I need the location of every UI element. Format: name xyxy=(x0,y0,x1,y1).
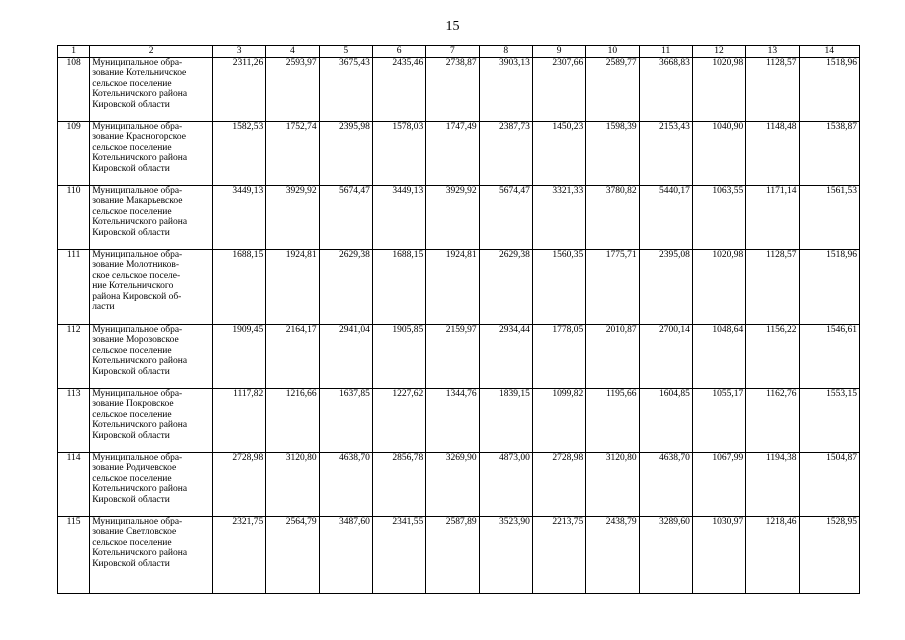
value-cell-col-9: 2213,75 xyxy=(532,516,585,593)
municipality-name-line: Муниципальное обра- xyxy=(92,324,183,335)
value-cell-col-8: 4873,00 xyxy=(479,452,532,516)
value-cell-col-8: 5674,47 xyxy=(479,185,532,249)
page-number: 15 xyxy=(445,19,460,34)
municipality-name xyxy=(90,516,213,593)
municipality-name-line: зование Светловское xyxy=(92,527,177,537)
value-cell-col-3: 1688,15 xyxy=(212,249,265,324)
value-cell-col-5: 5674,47 xyxy=(319,185,372,249)
value-cell-col-4: 3120,80 xyxy=(266,452,319,516)
value-cell-col-7: 1747,49 xyxy=(426,121,479,185)
value-cell-col-3: 1117,82 xyxy=(212,388,265,452)
value-cell-col-14: 1504,87 xyxy=(799,452,859,516)
table-row xyxy=(58,121,860,185)
value-cell-col-6: 1227,62 xyxy=(372,388,425,452)
value-cell-col-14: 1528,95 xyxy=(799,516,859,593)
table-body xyxy=(58,57,860,593)
row-number: 109 xyxy=(58,121,90,185)
municipality-name xyxy=(90,185,213,249)
value-cell-col-8: 3523,90 xyxy=(479,516,532,593)
column-header-7: 7 xyxy=(426,46,479,58)
value-cell-col-10: 2010,87 xyxy=(586,324,639,388)
value-cell-col-13: 1128,57 xyxy=(746,249,799,324)
value-cell-col-5: 3487,60 xyxy=(319,516,372,593)
value-cell-col-8: 2629,38 xyxy=(479,249,532,324)
value-cell-col-6: 2435,46 xyxy=(372,57,425,121)
value-cell-col-12: 1063,55 xyxy=(692,185,745,249)
value-cell-col-9: 1099,82 xyxy=(532,388,585,452)
value-cell-col-10: 1598,39 xyxy=(586,121,639,185)
municipality-name-line: зование Родичевское xyxy=(92,463,177,473)
table-row xyxy=(58,452,860,516)
municipality-name-line: ское сельское поселе- xyxy=(92,270,181,281)
municipality-name xyxy=(90,57,213,121)
value-cell-col-6: 1905,85 xyxy=(372,324,425,388)
value-cell-col-10: 1195,66 xyxy=(586,388,639,452)
municipality-name-line: сельское поселение xyxy=(92,142,172,153)
municipality-name-line: Кировской области xyxy=(92,366,170,377)
value-cell-col-13: 1148,48 xyxy=(746,121,799,185)
column-header-11: 11 xyxy=(639,46,692,58)
value-cell-col-4: 1216,66 xyxy=(266,388,319,452)
value-cell-col-12: 1055,17 xyxy=(692,388,745,452)
value-cell-col-3: 3449,13 xyxy=(212,185,265,249)
column-header-8: 8 xyxy=(479,46,532,58)
row-number: 114 xyxy=(58,452,90,516)
table-row xyxy=(58,185,860,249)
value-cell-col-7: 3269,90 xyxy=(426,452,479,516)
municipality-name-line: района Кировской об- xyxy=(92,291,182,302)
municipality-name-line: Муниципальное обра- xyxy=(92,388,183,399)
municipality-name-line: ние Котельничского xyxy=(92,281,174,291)
value-cell-col-4: 2593,97 xyxy=(266,57,319,121)
value-cell-col-14: 1538,87 xyxy=(799,121,859,185)
municipality-name-line: сельское поселение xyxy=(92,409,172,420)
value-cell-col-6: 3449,13 xyxy=(372,185,425,249)
municipality-name-line: Кировской области xyxy=(92,430,170,441)
value-cell-col-9: 1560,35 xyxy=(532,249,585,324)
municipality-name-line: Котельничского района xyxy=(92,217,188,227)
value-cell-col-13: 1194,38 xyxy=(746,452,799,516)
municipality-name-line: зование Покровское xyxy=(92,399,174,409)
municipality-name-line: Котельничского района xyxy=(92,484,188,494)
value-cell-col-3: 1909,45 xyxy=(212,324,265,388)
value-cell-col-5: 2629,38 xyxy=(319,249,372,324)
value-cell-col-11: 1604,85 xyxy=(639,388,692,452)
municipality-name-line: Кировской области xyxy=(92,558,170,569)
value-cell-col-9: 2728,98 xyxy=(532,452,585,516)
value-cell-col-9: 2307,66 xyxy=(532,57,585,121)
value-cell-col-3: 2321,75 xyxy=(212,516,265,593)
municipality-name-line: Муниципальное обра- xyxy=(92,516,183,527)
value-cell-col-7: 2587,89 xyxy=(426,516,479,593)
value-cell-col-3: 2311,26 xyxy=(212,57,265,121)
value-cell-col-14: 1553,15 xyxy=(799,388,859,452)
municipality-name-line: Котельничского района xyxy=(92,548,188,558)
value-cell-col-6: 2856,78 xyxy=(372,452,425,516)
municipality-name-line: сельское поселение xyxy=(92,537,172,548)
table-row xyxy=(58,388,860,452)
municipality-name-line: сельское поселение xyxy=(92,345,172,356)
municipality-name xyxy=(90,249,213,324)
municipality-name xyxy=(90,388,213,452)
value-cell-col-5: 1637,85 xyxy=(319,388,372,452)
value-cell-col-3: 2728,98 xyxy=(212,452,265,516)
municipality-name xyxy=(90,452,213,516)
value-cell-col-4: 3929,92 xyxy=(266,185,319,249)
header-row xyxy=(58,46,860,58)
value-cell-col-13: 1171,14 xyxy=(746,185,799,249)
value-cell-col-9: 1450,23 xyxy=(532,121,585,185)
row-number: 112 xyxy=(58,324,90,388)
value-cell-col-8: 2934,44 xyxy=(479,324,532,388)
column-header-10: 10 xyxy=(586,46,639,58)
value-cell-col-6: 1578,03 xyxy=(372,121,425,185)
municipality-name-line: Муниципальное обра- xyxy=(92,452,183,463)
municipality-name-line: Кировской области xyxy=(92,99,170,110)
value-cell-col-14: 1561,53 xyxy=(799,185,859,249)
column-header-5: 5 xyxy=(319,46,372,58)
value-cell-col-11: 2395,08 xyxy=(639,249,692,324)
municipality-name-line: зование Котельничское xyxy=(92,68,187,78)
value-cell-col-10: 2589,77 xyxy=(586,57,639,121)
value-cell-col-11: 2153,43 xyxy=(639,121,692,185)
data-table xyxy=(57,45,860,594)
value-cell-col-11: 3668,83 xyxy=(639,57,692,121)
column-header-2: 2 xyxy=(90,46,213,58)
municipality-name-line: зование Молотников- xyxy=(92,260,180,270)
municipality-name-line: сельское поселение xyxy=(92,473,172,484)
value-cell-col-4: 2164,17 xyxy=(266,324,319,388)
municipality-name-line: Муниципальное обра- xyxy=(92,57,183,68)
municipality-name-line: зование Красногорское xyxy=(92,132,186,142)
value-cell-col-10: 3780,82 xyxy=(586,185,639,249)
column-header-1: 1 xyxy=(58,46,90,58)
municipality-name-line: Муниципальное обра- xyxy=(92,185,183,196)
table-row xyxy=(58,57,860,121)
value-cell-col-8: 1839,15 xyxy=(479,388,532,452)
column-header-13: 13 xyxy=(746,46,799,58)
municipality-name-line: Кировской области xyxy=(92,163,170,174)
value-cell-col-4: 1924,81 xyxy=(266,249,319,324)
municipality-name-line: ласти xyxy=(92,302,115,312)
municipality-name xyxy=(90,121,213,185)
value-cell-col-14: 1546,61 xyxy=(799,324,859,388)
row-number: 110 xyxy=(58,185,90,249)
value-cell-col-12: 1030,97 xyxy=(692,516,745,593)
column-header-14: 14 xyxy=(799,46,859,58)
municipality-name-line: Котельничского района xyxy=(92,356,188,366)
row-number: 111 xyxy=(58,249,90,324)
value-cell-col-5: 2941,04 xyxy=(319,324,372,388)
value-cell-col-5: 2395,98 xyxy=(319,121,372,185)
value-cell-col-4: 1752,74 xyxy=(266,121,319,185)
row-number: 115 xyxy=(58,516,90,593)
value-cell-col-13: 1156,22 xyxy=(746,324,799,388)
value-cell-col-12: 1048,64 xyxy=(692,324,745,388)
value-cell-col-6: 2341,55 xyxy=(372,516,425,593)
value-cell-col-7: 1924,81 xyxy=(426,249,479,324)
value-cell-col-11: 4638,70 xyxy=(639,452,692,516)
value-cell-col-8: 3903,13 xyxy=(479,57,532,121)
row-number: 113 xyxy=(58,388,90,452)
municipality-name-line: Муниципальное обра- xyxy=(92,121,183,132)
value-cell-col-5: 4638,70 xyxy=(319,452,372,516)
municipality-name-line: сельское поселение xyxy=(92,206,172,217)
value-cell-col-10: 1775,71 xyxy=(586,249,639,324)
value-cell-col-7: 2738,87 xyxy=(426,57,479,121)
value-cell-col-13: 1162,76 xyxy=(746,388,799,452)
municipality-name-line: Котельничского района xyxy=(92,420,188,430)
value-cell-col-12: 1067,99 xyxy=(692,452,745,516)
value-cell-col-9: 3321,33 xyxy=(532,185,585,249)
table-row xyxy=(58,324,860,388)
value-cell-col-9: 1778,05 xyxy=(532,324,585,388)
municipality-name-line: Кировской области xyxy=(92,227,170,238)
value-cell-col-13: 1218,46 xyxy=(746,516,799,593)
value-cell-col-4: 2564,79 xyxy=(266,516,319,593)
value-cell-col-11: 5440,17 xyxy=(639,185,692,249)
value-cell-col-12: 1040,90 xyxy=(692,121,745,185)
municipality-name-line: Кировской области xyxy=(92,494,170,505)
value-cell-col-10: 3120,80 xyxy=(586,452,639,516)
municipality-name-line: сельское поселение xyxy=(92,78,172,89)
value-cell-col-7: 3929,92 xyxy=(426,185,479,249)
value-cell-col-13: 1128,57 xyxy=(746,57,799,121)
value-cell-col-12: 1020,98 xyxy=(692,57,745,121)
column-header-9: 9 xyxy=(532,46,585,58)
table-row xyxy=(58,249,860,324)
table-row xyxy=(58,516,860,593)
municipality-name-line: зование Макарьевское xyxy=(92,196,183,206)
column-header-12: 12 xyxy=(692,46,745,58)
value-cell-col-7: 1344,76 xyxy=(426,388,479,452)
column-header-4: 4 xyxy=(266,46,319,58)
value-cell-col-11: 2700,14 xyxy=(639,324,692,388)
value-cell-col-10: 2438,79 xyxy=(586,516,639,593)
municipality-name-line: Муниципальное обра- xyxy=(92,249,183,260)
column-header-6: 6 xyxy=(372,46,425,58)
column-header-3: 3 xyxy=(212,46,265,58)
value-cell-col-11: 3289,60 xyxy=(639,516,692,593)
row-number: 108 xyxy=(58,57,90,121)
municipality-name xyxy=(90,324,213,388)
value-cell-col-14: 1518,96 xyxy=(799,249,859,324)
value-cell-col-6: 1688,15 xyxy=(372,249,425,324)
municipality-name-line: Котельничского района xyxy=(92,89,188,99)
value-cell-col-12: 1020,98 xyxy=(692,249,745,324)
value-cell-col-8: 2387,73 xyxy=(479,121,532,185)
value-cell-col-5: 3675,43 xyxy=(319,57,372,121)
municipality-name-line: Котельничского района xyxy=(92,153,188,163)
value-cell-col-7: 2159,97 xyxy=(426,324,479,388)
value-cell-col-3: 1582,53 xyxy=(212,121,265,185)
table-header xyxy=(58,46,860,58)
municipality-name-line: зование Морозовское xyxy=(92,335,179,345)
value-cell-col-14: 1518,96 xyxy=(799,57,859,121)
